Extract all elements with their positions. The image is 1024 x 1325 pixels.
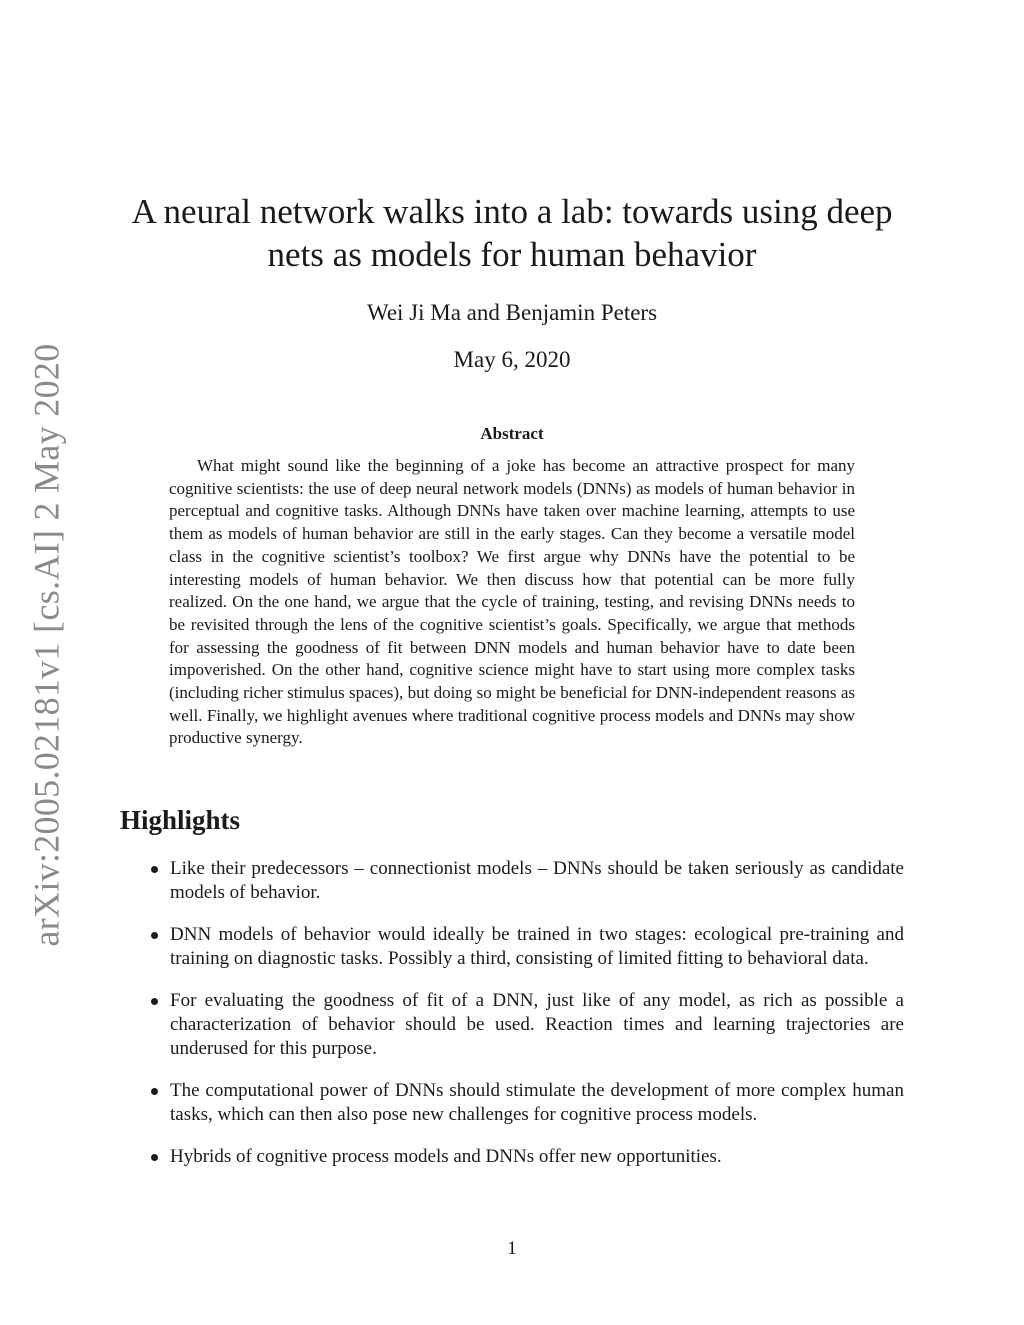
bullet-icon — [151, 866, 158, 873]
bullet-icon — [151, 1088, 158, 1095]
paper-title: A neural network walks into a lab: towards using deep nets as models for human behavior — [131, 192, 893, 274]
highlight-item — [120, 857, 904, 905]
abstract-text: What might sound like the beginning of a joke has become an attractive prospect for many cognitive scientists: the use of deep neural network models (DNNs) as models of human behavior in perceptual and cognitive tasks. Although DNNs have taken over machine learning, attempts to use them as models of human behavior are still in the early stages. Can they become a versatile model class in the cognitive scientist’s toolbox? We first argue why DNNs have the potential to be interesting models of human behavior. We then discuss how that potential can be more fully realized. On the one hand, we argue that the cycle of training, testing, and revising DNNs needs to be revisited through the lens of the cognitive scientist’s goals. Specifically, we argue that methods for assessing the goodness of fit between DNN models and human behavior have to date been impoverished. On the other hand, cognitive science might have to start using more complex tasks (including richer stimulus spaces), but doing so might be beneficial for DNN-independent reasons as well. Finally, we highlight avenues where traditional cognitive process models and DNNs may show productive synergy. — [169, 456, 855, 748]
highlight-text: For evaluating the goodness of fit of a DNN, just like of any model, as rich as possible a characterization of behavior should be used. Reaction times and learning trajectories are underused for this purpose. — [170, 990, 904, 1059]
paper-date: May 6, 2020 — [453, 347, 571, 372]
abstract-heading: Abstract — [480, 424, 544, 443]
bullet-icon — [151, 932, 158, 939]
bullet-icon — [151, 1154, 158, 1161]
highlight-item — [120, 1145, 904, 1169]
highlights-list — [120, 857, 904, 1187]
bullet-icon — [151, 998, 158, 1005]
arxiv-identifier-margin — [22, 343, 70, 947]
highlight-text: Like their predecessors – connectionist models – DNNs should be taken seriously as candidate models of behavior. — [170, 858, 904, 903]
highlight-item — [120, 1079, 904, 1127]
arxiv-identifier: arXiv:2005.02181v1 [cs.AI] 2 May 2020 — [26, 343, 67, 947]
highlights-heading: Highlights — [120, 805, 241, 835]
highlight-text: DNN models of behavior would ideally be trained in two stages: ecological pre-training and training on diagnostic tasks. Possibly a third, consisting of limited fitting to behavioral data. — [170, 924, 904, 969]
page-number: 1 — [507, 1238, 517, 1259]
highlight-item — [120, 923, 904, 971]
highlight-text: The computational power of DNNs should stimulate the development of more complex human tasks, which can then also pose new challenges for cognitive process models. — [170, 1080, 904, 1125]
highlight-text: Hybrids of cognitive process models and DNNs offer new opportunities. — [170, 1146, 722, 1167]
highlight-item — [120, 989, 904, 1061]
paper-authors: Wei Ji Ma and Benjamin Peters — [366, 300, 658, 325]
